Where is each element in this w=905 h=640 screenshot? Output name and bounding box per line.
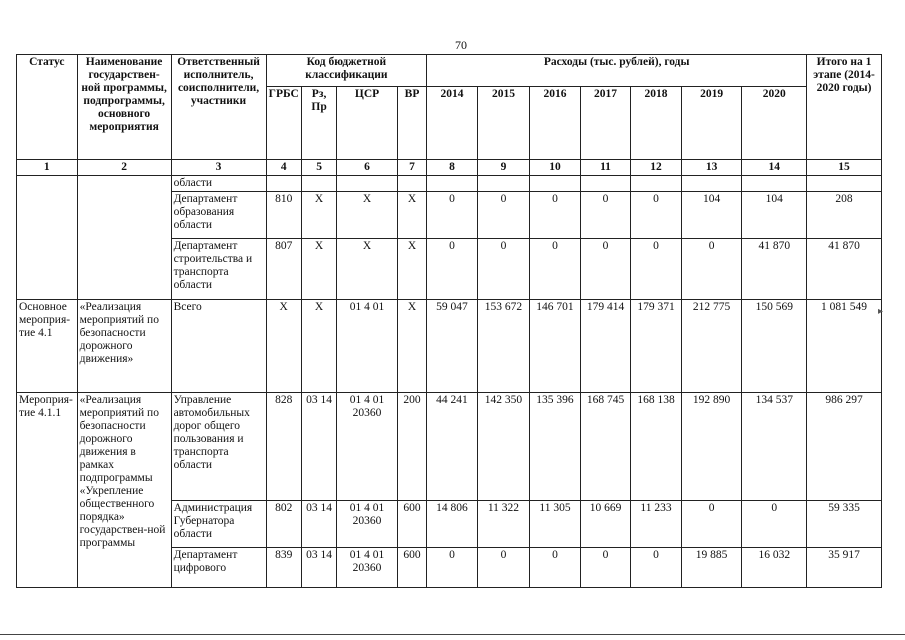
header-year: 2017 — [580, 87, 631, 160]
grbs-cell: 807 — [266, 239, 301, 300]
value-cell: 41 870 — [742, 239, 807, 300]
header-name: Наименование государствен-ной программы, подпрограммы, основного мероприятия — [77, 55, 171, 160]
name-cell — [77, 176, 171, 300]
value-cell: 0 — [427, 239, 478, 300]
value-cell: 0 — [631, 192, 682, 239]
budget-table — [16, 54, 882, 588]
name-cell: «Реализация мероприятий по безопасности дорожного движения» — [77, 300, 171, 393]
header-year: 2019 — [681, 87, 742, 160]
table-row — [17, 393, 882, 501]
table-row — [17, 176, 882, 192]
name-cell: «Реализация мероприятий по безопасности дорожного движения в рамках подпрограммы «Укрепление общественного порядка» государствен-ной программы — [77, 393, 171, 588]
value-cell: 150 569 — [742, 300, 807, 393]
column-number: 12 — [631, 160, 682, 176]
header-vr: ВР — [397, 87, 426, 160]
csr-cell: Х — [337, 239, 398, 300]
table-row — [17, 300, 882, 393]
grbs-cell: 802 — [266, 501, 301, 548]
value-cell: 146 701 — [530, 300, 581, 393]
executor-cell: Администрация Губернатора области — [171, 501, 266, 548]
executor-cell: Департамент строительства и транспорта области — [171, 239, 266, 300]
value-cell: 44 241 — [427, 393, 478, 501]
status-cell: Основное мероприя-тие 4.1 — [17, 300, 78, 393]
header-csr: ЦСР — [337, 87, 398, 160]
header-budget-code: Код бюджетной классификации — [266, 55, 427, 87]
value-cell — [530, 176, 581, 192]
value-cell: 0 — [427, 192, 478, 239]
rz-cell: 03 14 — [301, 393, 336, 501]
value-cell: 212 775 — [681, 300, 742, 393]
value-cell: 0 — [530, 192, 581, 239]
executor-cell: Департамент цифрового — [171, 548, 266, 588]
value-cell: 0 — [681, 501, 742, 548]
executor-cell: области — [171, 176, 266, 192]
value-cell: 59 047 — [427, 300, 478, 393]
header-grbs: ГРБС — [266, 87, 301, 160]
vr-cell: Х — [397, 239, 426, 300]
value-cell: 19 885 — [681, 548, 742, 588]
rz-cell: Х — [301, 192, 336, 239]
value-cell — [742, 176, 807, 192]
grbs-cell — [266, 176, 301, 192]
value-cell: 0 — [477, 192, 530, 239]
value-cell: 179 371 — [631, 300, 682, 393]
total-cell — [807, 176, 882, 192]
value-cell: 0 — [742, 501, 807, 548]
column-number: 4 — [266, 160, 301, 176]
vr-cell: Х — [397, 192, 426, 239]
column-number: 9 — [477, 160, 530, 176]
vr-cell: 600 — [397, 501, 426, 548]
value-cell: 0 — [530, 548, 581, 588]
rz-cell: 03 14 — [301, 548, 336, 588]
column-number: 6 — [337, 160, 398, 176]
value-cell: 0 — [631, 548, 682, 588]
value-cell: 11 233 — [631, 501, 682, 548]
vr-cell: 200 — [397, 393, 426, 501]
header-rz-pr: Рз, Пр — [301, 87, 336, 160]
value-cell: 11 305 — [530, 501, 581, 548]
total-cell: 208 — [807, 192, 882, 239]
value-cell: 142 350 — [477, 393, 530, 501]
page-number: 70 — [455, 38, 467, 52]
grbs-cell: 828 — [266, 393, 301, 501]
csr-cell — [337, 176, 398, 192]
value-cell: 0 — [477, 239, 530, 300]
value-cell: 179 414 — [580, 300, 631, 393]
rz-cell: Х — [301, 239, 336, 300]
value-cell: 11 322 — [477, 501, 530, 548]
column-number: 2 — [77, 160, 171, 176]
total-cell: 1 081 549 — [807, 300, 882, 393]
vr-cell: 600 — [397, 548, 426, 588]
value-cell — [477, 176, 530, 192]
value-cell: 153 672 — [477, 300, 530, 393]
column-number: 13 — [681, 160, 742, 176]
column-number: 7 — [397, 160, 426, 176]
scan-mark: ▸ — [878, 306, 884, 317]
value-cell: 134 537 — [742, 393, 807, 501]
column-number: 1 — [17, 160, 78, 176]
value-cell: 0 — [631, 239, 682, 300]
value-cell: 0 — [530, 239, 581, 300]
value-cell: 104 — [681, 192, 742, 239]
csr-cell: 01 4 01 — [337, 300, 398, 393]
total-cell: 41 870 — [807, 239, 882, 300]
value-cell: 0 — [427, 548, 478, 588]
column-number: 5 — [301, 160, 336, 176]
header-expenses: Расходы (тыс. рублей), годы — [427, 55, 807, 87]
value-cell: 16 032 — [742, 548, 807, 588]
value-cell: 14 806 — [427, 501, 478, 548]
grbs-cell: 839 — [266, 548, 301, 588]
column-number: 11 — [580, 160, 631, 176]
status-cell: Мероприя-тие 4.1.1 — [17, 393, 78, 588]
value-cell: 0 — [580, 548, 631, 588]
column-number: 15 — [807, 160, 882, 176]
header-year: 2014 — [427, 87, 478, 160]
value-cell: 168 138 — [631, 393, 682, 501]
total-cell: 986 297 — [807, 393, 882, 501]
column-number: 10 — [530, 160, 581, 176]
header-year: 2015 — [477, 87, 530, 160]
value-cell: 0 — [681, 239, 742, 300]
rz-cell: Х — [301, 300, 336, 393]
executor-cell: Управление автомобильных дорог общего пользования и транспорта области — [171, 393, 266, 501]
page-bottom-rule — [0, 634, 905, 635]
header-year: 2016 — [530, 87, 581, 160]
value-cell: 0 — [477, 548, 530, 588]
value-cell: 168 745 — [580, 393, 631, 501]
grbs-cell: 810 — [266, 192, 301, 239]
value-cell: 0 — [580, 239, 631, 300]
header-row — [17, 55, 882, 87]
csr-cell: 01 4 01 20360 — [337, 393, 398, 501]
value-cell: 10 669 — [580, 501, 631, 548]
executor-cell: Всего — [171, 300, 266, 393]
value-cell: 104 — [742, 192, 807, 239]
value-cell — [631, 176, 682, 192]
value-cell — [427, 176, 478, 192]
value-cell — [580, 176, 631, 192]
vr-cell: Х — [397, 300, 426, 393]
vr-cell — [397, 176, 426, 192]
column-number: 14 — [742, 160, 807, 176]
status-cell — [17, 176, 78, 300]
value-cell: 135 396 — [530, 393, 581, 501]
header-executor: Ответственный исполнитель, соисполнители, участники — [171, 55, 266, 160]
csr-cell: 01 4 01 20360 — [337, 548, 398, 588]
executor-cell: Департамент образования области — [171, 192, 266, 239]
total-cell: 35 917 — [807, 548, 882, 588]
grbs-cell: Х — [266, 300, 301, 393]
value-cell: 192 890 — [681, 393, 742, 501]
total-cell: 59 335 — [807, 501, 882, 548]
column-number-row — [17, 160, 882, 176]
rz-cell — [301, 176, 336, 192]
csr-cell: 01 4 01 20360 — [337, 501, 398, 548]
column-number: 8 — [427, 160, 478, 176]
header-year: 2020 — [742, 87, 807, 160]
header-year: 2018 — [631, 87, 682, 160]
column-number: 3 — [171, 160, 266, 176]
value-cell: 0 — [580, 192, 631, 239]
value-cell — [681, 176, 742, 192]
header-status: Статус — [17, 55, 78, 160]
rz-cell: 03 14 — [301, 501, 336, 548]
header-total: Итого на 1 этапе (2014-2020 годы) — [807, 55, 882, 160]
csr-cell: Х — [337, 192, 398, 239]
